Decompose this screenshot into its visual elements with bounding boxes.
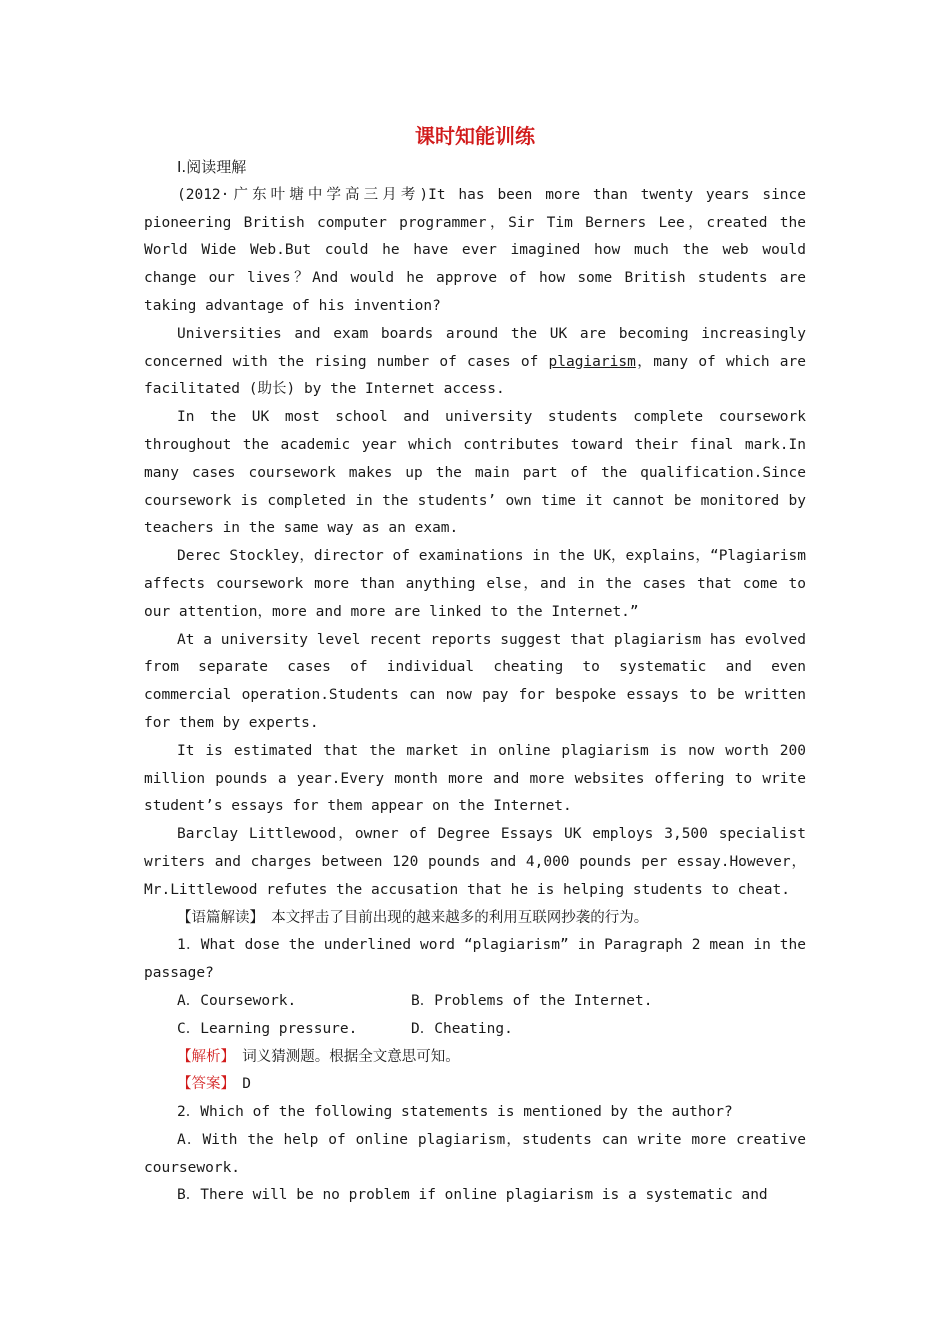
question-2-stem: 2．Which of the following statements is mentioned by the author? — [177, 1104, 733, 1121]
paragraph-7: Barclay Littlewood，owner of Degree Essays UK employs 3,500 specialist writers and charges between 120 pounds and 4,000 pounds per essay.However，Mr.Littlewood refutes the accusation that he is helping students to cheat. — [144, 826, 806, 898]
reading-note-tag: 【语篇解读】 — [177, 909, 257, 926]
page-title: 课时知能训练 — [415, 124, 535, 148]
option-d: D．Cheating. — [411, 1020, 513, 1037]
analysis-text: 词义猜测题。根据全文意思可知。 — [227, 1048, 460, 1065]
option-b: B．Problems of the Internet. — [411, 992, 653, 1009]
paragraph-4: Derec Stockley，director of examinations in the UK，explains，“Plagiarism affects coursework more than anything else，and in the cases that come to our attention，more and more are linked to the Internet.” — [144, 548, 806, 620]
document-page — [144, 118, 806, 1210]
option-c: C．Learning pressure. — [177, 1020, 358, 1037]
paragraph-6: It is estimated that the market in online plagiarism is now worth 200 million pounds a year.Every month more and more websites offering to write student’s essays for them appear on the Internet. — [144, 742, 806, 815]
question-2-option-b: B．There will be no problem if online plagiarism is a systematic and — [177, 1187, 768, 1204]
question-1-options-row-2 — [144, 1016, 806, 1044]
underlined-word: plagiarism — [548, 353, 636, 370]
option-a: A．Coursework. — [177, 992, 297, 1009]
question-1-analysis — [144, 1044, 806, 1072]
paragraph-2 — [144, 321, 806, 404]
paragraph-2-text-a: Universities and exam boards around the UK are becoming increasingly concerned with the rising number of cases of — [144, 325, 806, 370]
question-1-options-row-1 — [144, 988, 806, 1016]
answer-text: D — [227, 1076, 251, 1093]
section-heading: Ⅰ.阅读理解 — [177, 158, 247, 176]
answer-tag: 【答案】 — [177, 1076, 228, 1093]
question-2-option-a: A．With the help of online plagiarism，students can write more creative coursework. — [144, 1131, 806, 1176]
question-1-answer — [144, 1071, 806, 1099]
paragraph-3: In the UK most school and university students complete coursework throughout the academic year which contributes toward their final mark.In many cases coursework makes up the main part of the qualification.Since coursework is completed in the students’ own time it cannot be monitored by teachers in the same way as an exam. — [144, 409, 806, 537]
paragraph-2-text-b: ，many of which are facilitated (助长) by the Internet access. — [144, 353, 807, 398]
reading-note-text: 本文抨击了目前出现的越来越多的利用互联网抄袭的行为。 — [256, 909, 649, 926]
question-1-stem: 1．What dose the underlined word “plagiarism” in Paragraph 2 mean in the passage? — [144, 937, 806, 982]
reading-note — [144, 905, 806, 933]
analysis-tag: 【解析】 — [177, 1048, 228, 1065]
paragraph-1: (2012·广东叶塘中学高三月考)It has been more than twenty years since pioneering British computer programmer，Sir Tim Berners Lee，created the World Wide Web.But could he have ever imagined how much the web would change our lives？And would he approve of how some British students are taking advantage of his invention? — [144, 186, 806, 314]
paragraph-5: At a university level recent reports suggest that plagiarism has evolved from separate cases of individual cheating to systematic and even commercial operation.Students can now pay for bespoke essays to be written for them by experts. — [144, 631, 806, 731]
